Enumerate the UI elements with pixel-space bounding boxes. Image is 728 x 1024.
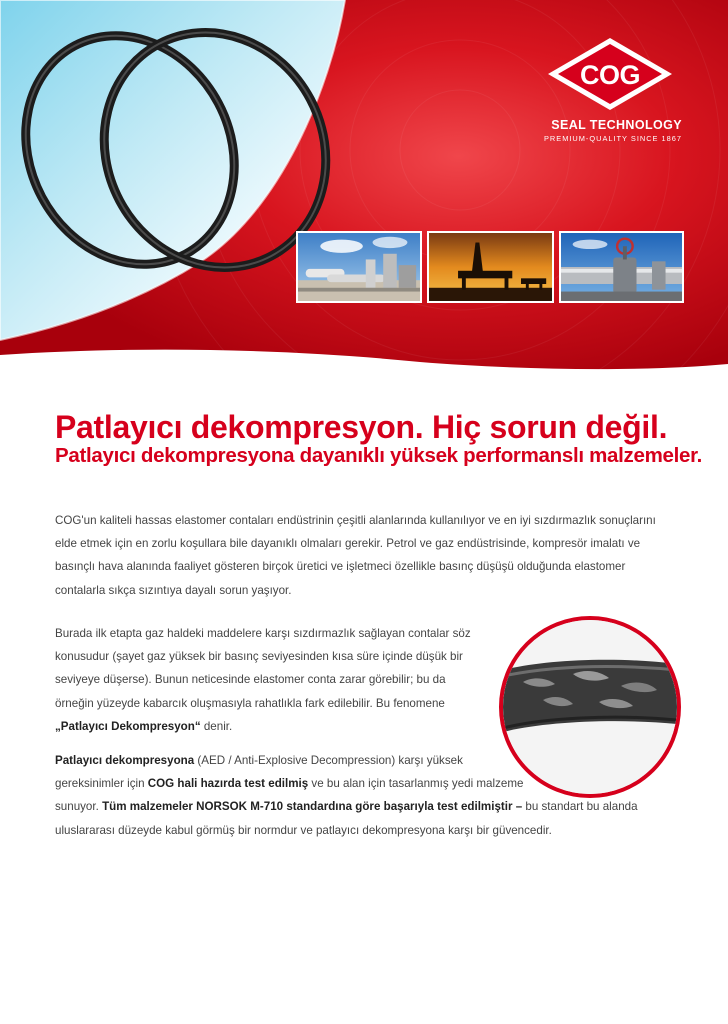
page-headline: Patlayıcı dekompresyon. Hiç sorun değil. [55, 409, 668, 445]
brand-tagline: PREMIUM-QUALITY SINCE 1867 [544, 134, 682, 143]
intro-line: COG'un kaliteli hassas elastomer contaları endüstrinin çeşitli alanlarında kullanılıyor ve en iyi sızdırmazlık sonuçlarını [55, 514, 656, 527]
aed-text: ve bu alan için tasarlanmış yedi malzeme [308, 777, 524, 791]
aed-paragraph [55, 749, 695, 842]
explanation-line: seviyeye düşerse). Bunun neticesinde elastomer conta zarar görebilir; bu da [55, 673, 446, 687]
pipeline-valve-photo [559, 231, 684, 303]
explanation-line: konusudur (şayet gaz yüksek bir basınç seviyesinden kısa süre içinde düşük bir [55, 650, 463, 664]
aed-text: sunuyor. [55, 800, 103, 814]
logo-text: COG [579, 59, 640, 90]
refinery-pipes-photo [296, 231, 422, 303]
intro-line: basınçlı hava alanında faaliyet gösteren birçok üretici ve işletmeci özellikle basınç düşüşü olduğunda elastomer [55, 560, 626, 574]
explosive-decompression-term: „Patlayıcı Dekompresyon“ [55, 719, 201, 733]
page-subheadline: Patlayıcı dekompresyona dayanıklı yüksek performanslı malzemeler. [55, 444, 703, 467]
intro-line: elde etmek için en zorlu koşullara bile dayanıklı olmaları gerekir. Petrol ve gaz endüstrisinde, kompresör imalatı ve [55, 537, 641, 551]
aed-line [55, 795, 695, 818]
aed-term: Patlayıcı dekompresyona [55, 754, 195, 767]
intro-line: contalarla sıkça sızıntıya dayalı sorun yaşıyor. [55, 583, 292, 597]
brand-block [544, 118, 682, 143]
aed-line: uluslararası düzeyde kabul görmüş bir normdur ve patlayıcı dekompresyona karşı bir güvencedir. [55, 823, 552, 837]
aed-text: (AED / Anti-Explosive Decompression) karşı yüksek [194, 754, 463, 767]
cog-logo [545, 36, 675, 112]
explanation-line: Burada ilk etapta gaz haldeki maddelere karşı sızdırmazlık sağlayan contalar söz [55, 627, 471, 640]
oil-rig-sunset-photo [427, 231, 554, 303]
aed-text: bu standart bu alanda [522, 800, 638, 814]
aed-line [55, 749, 695, 772]
aed-line [55, 772, 695, 795]
hero-banner [0, 0, 728, 372]
explanation-line-term [55, 715, 475, 738]
explanation-line: örneğin yüzeyde kabarcık oluşmasıyla rahatlıkla fark edilebilir. Bu fenomene [55, 696, 445, 710]
intro-paragraph [55, 509, 685, 602]
term-suffix: denir. [200, 719, 233, 733]
cog-tested-emphasis: COG hali hazırda test edilmiş [147, 777, 309, 791]
norsok-emphasis: Tüm malzemeler NORSOK M-710 standardına göre başarıyla test edilmiştir – [102, 800, 523, 814]
explanation-paragraph [55, 622, 475, 738]
brand-title: SEAL TECHNOLOGY [551, 118, 682, 132]
aed-text: gereksinimler için [55, 777, 148, 791]
